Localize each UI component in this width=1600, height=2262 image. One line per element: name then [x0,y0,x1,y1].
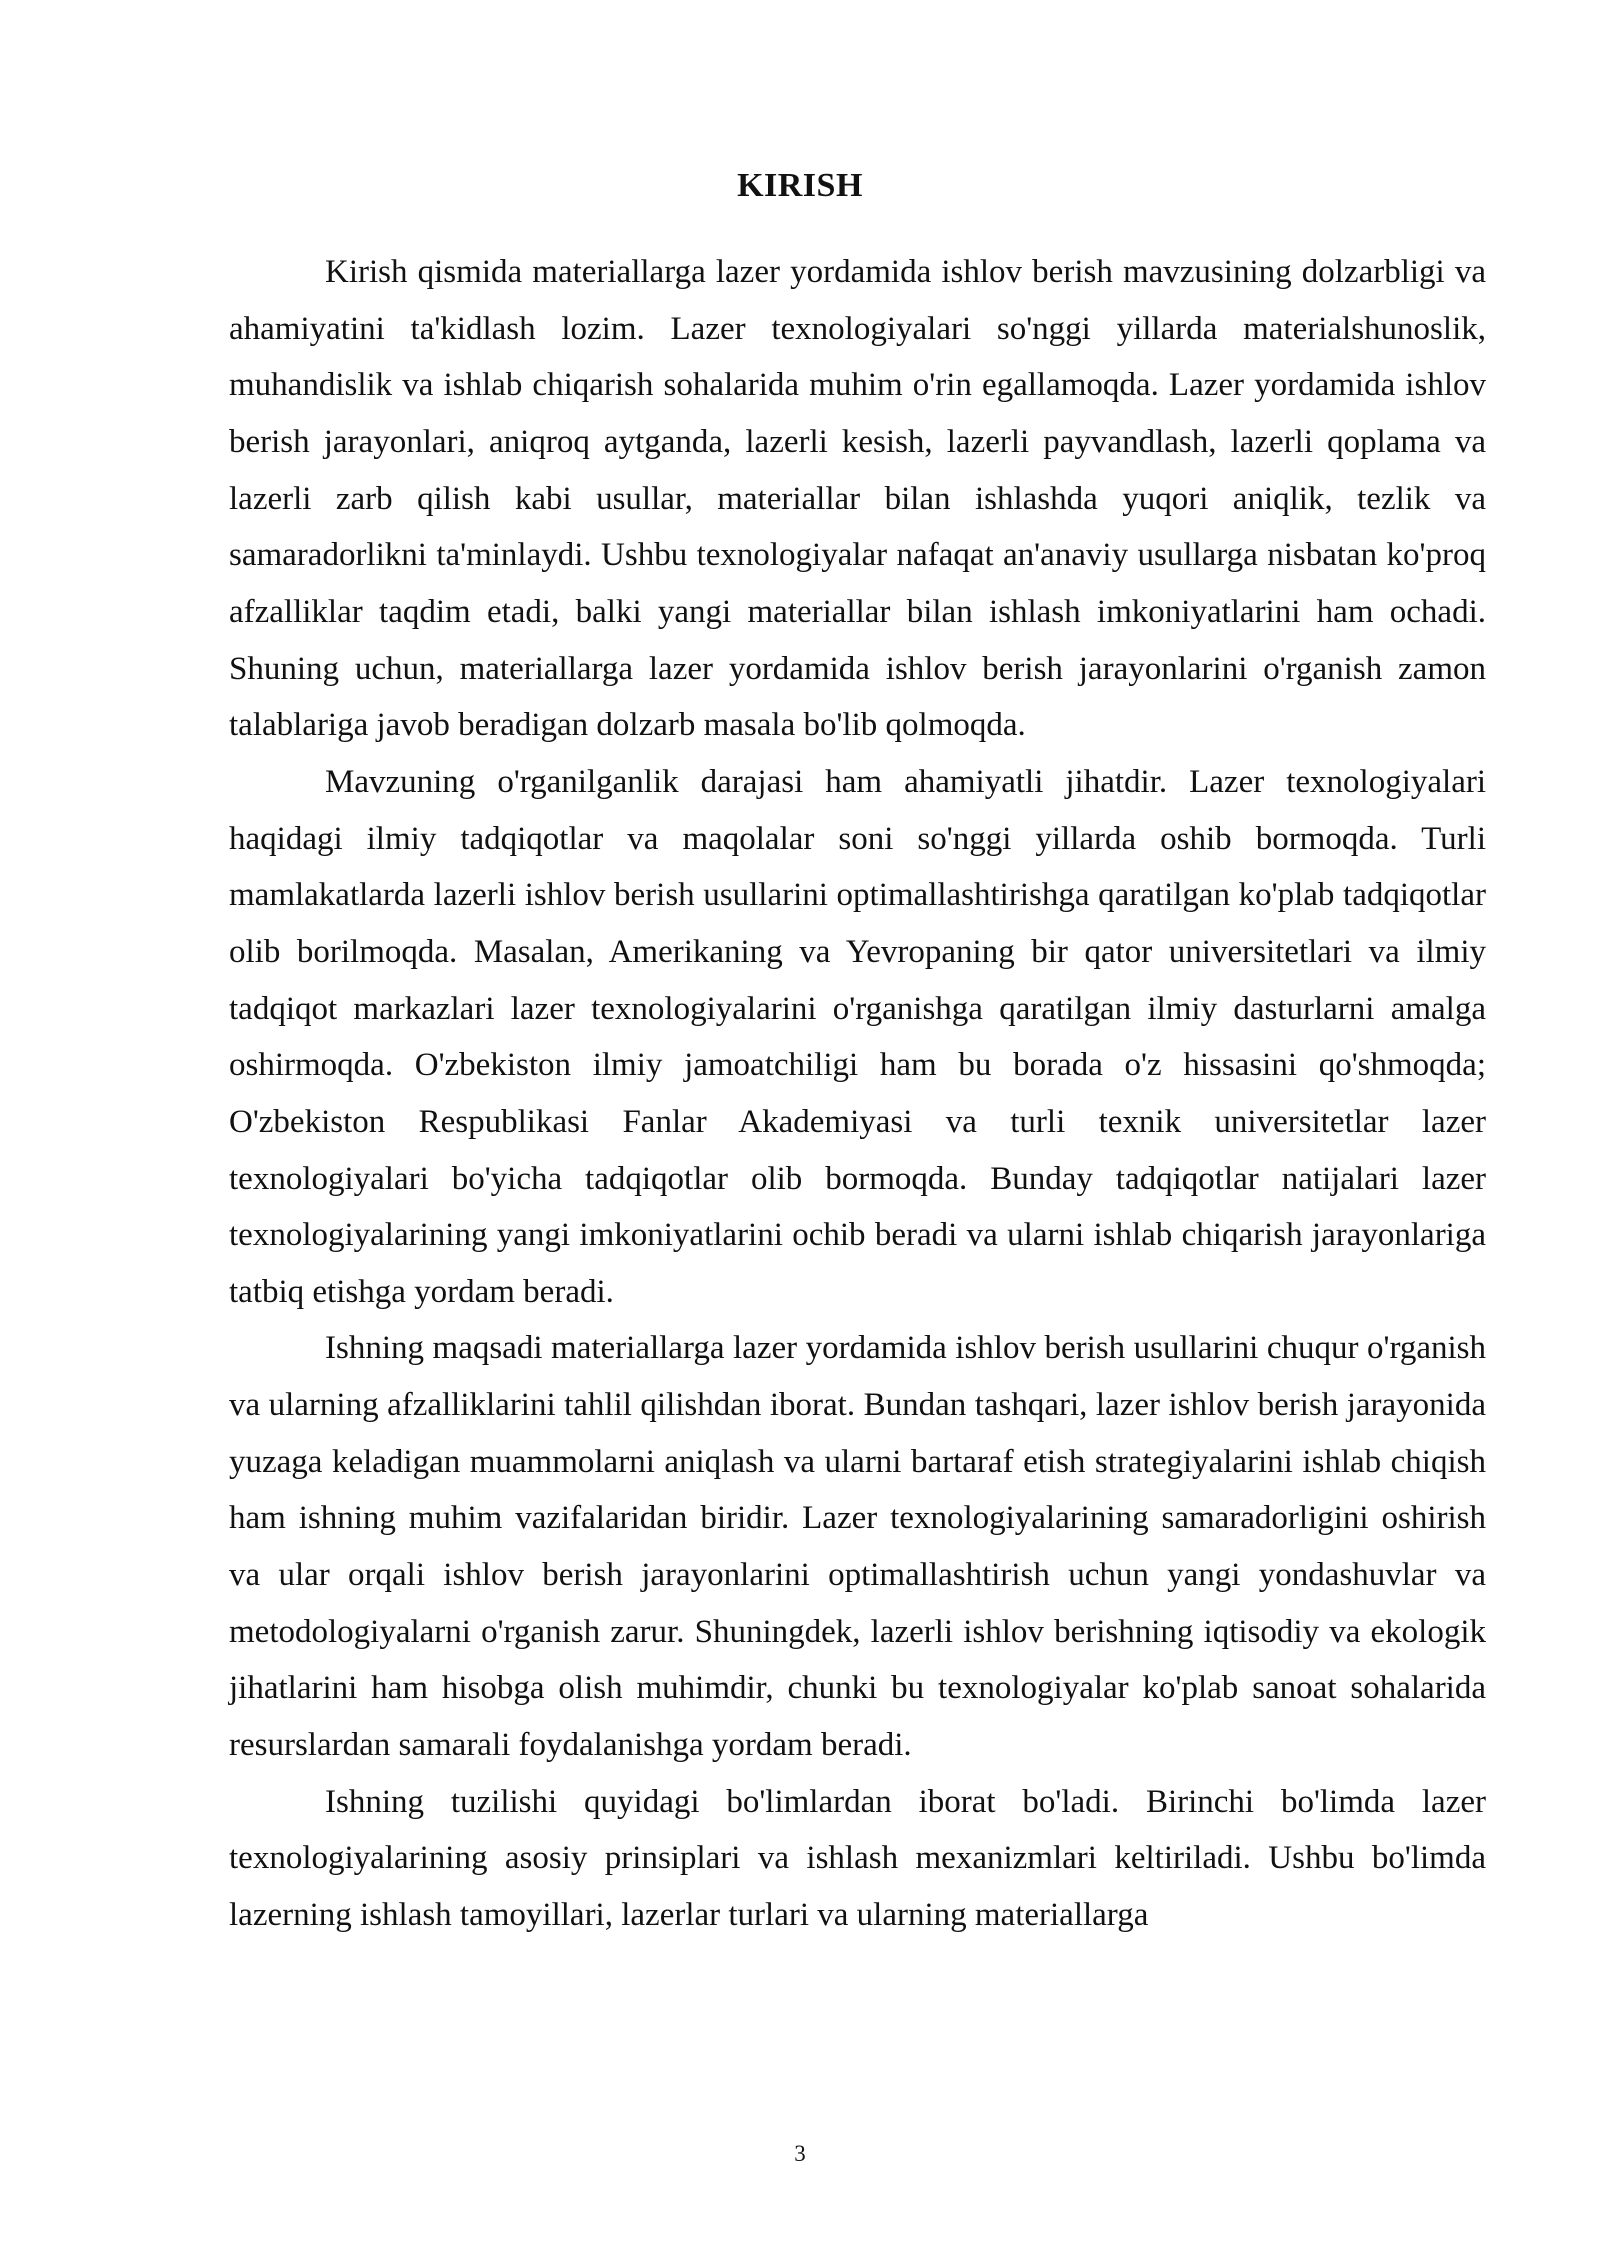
paragraph-relevance: Kirish qismida materiallarga lazer yordamida ishlov berish mavzusining dolzarbligi va ahamiyatini ta'kidlash lozim. Lazer texnologiyalari so'nggi yillarda materialshunoslik, muhandislik va ishlab chiqarish sohalarida muhim o'rin egallamoqda. Lazer yordamida ishlov berish jarayonlari, aniqroq aytganda, lazerli kesish, lazerli payvandlash, lazerli qoplama va lazerli zarb qilish kabi usullar, materiallar bilan ishlashda yuqori aniqlik, tezlik va samaradorlikni ta'minlaydi. Ushbu texnologiyalar nafaqat an'anaviy usullarga nisbatan ko'proq afzalliklar taqdim etadi, balki yangi materiallar bilan ishlash imkoniyatlarini ham ochadi. Shuning uchun, materiallarga lazer yordamida ishlov berish jarayonlarini o'rganish zamon talablariga javob beradigan dolzarb masala bo'lib qolmoqda. [229,254,1486,744]
page-title: KIRISH [737,167,863,204]
paragraph-structure: Ishning tuzilishi quyidagi bo'limlardan iborat bo'ladi. Birinchi bo'limda lazer texnologiyalarining asosiy prinsiplari va ishlash mexanizmlari keltiriladi. Ushbu bo'limda lazerning ishlash tamoyillari, lazerlar turlari va ularning materiallarga [229,1783,1486,1934]
body-text [229,244,1486,1944]
page-number: 3 [794,2141,806,2166]
paragraph-research-degree: Mavzuning o'rganilganlik darajasi ham ahamiyatli jihatdir. Lazer texnologiyalari haqidagi ilmiy tadqiqotlar va maqolalar soni so'nggi yillarda oshib bormoqda. Turli mamlakatlarda lazerli ishlov berish usullarini optimallashtirishga qaratilgan ko'plab tadqiqotlar olib borilmoqda. Masalan, Amerikaning va Yevropaning bir qator universitetlari va ilmiy tadqiqot markazlari lazer texnologiyalarini o'rganishga qaratilgan ilmiy dasturlarni amalga oshirmoqda. O'zbekiston ilmiy jamoatchiligi ham bu borada o'z hissasini qo'shmoqda; O'zbekiston Respublikasi Fanlar Akademiyasi va turli texnik universitetlar lazer texnologiyalari bo'yicha tadqiqotlar olib bormoqda. Bunday tadqiqotlar natijalari lazer texnologiyalarining yangi imkoniyatlarini ochib beradi va ularni ishlab chiqarish jarayonlariga tatbiq etishga yordam beradi. [229,763,1486,1310]
paragraph-goal: Ishning maqsadi materiallarga lazer yordamida ishlov berish usullarini chuqur o'rganish va ularning afzalliklarini tahlil qilishdan iborat. Bundan tashqari, lazer ishlov berish jarayonida yuzaga keladigan muammolarni aniqlash va ularni bartaraf etish strategiyalarini ishlab chiqish ham ishning muhim vazifalaridan biridir. Lazer texnologiyalarining samaradorligini oshirish va ular orqali ishlov berish jarayonlarini optimallashtirish uchun yangi yondashuvlar va metodologiyalarni o'rganish zarur. Shuningdek, lazerli ishlov berishning iqtisodiy va ekologik jihatlarini ham hisobga olish muhimdir, chunki bu texnologiyalar ko'plab sanoat sohalarida resurslardan samarali foydalanishga yordam beradi. [229,1330,1486,1764]
